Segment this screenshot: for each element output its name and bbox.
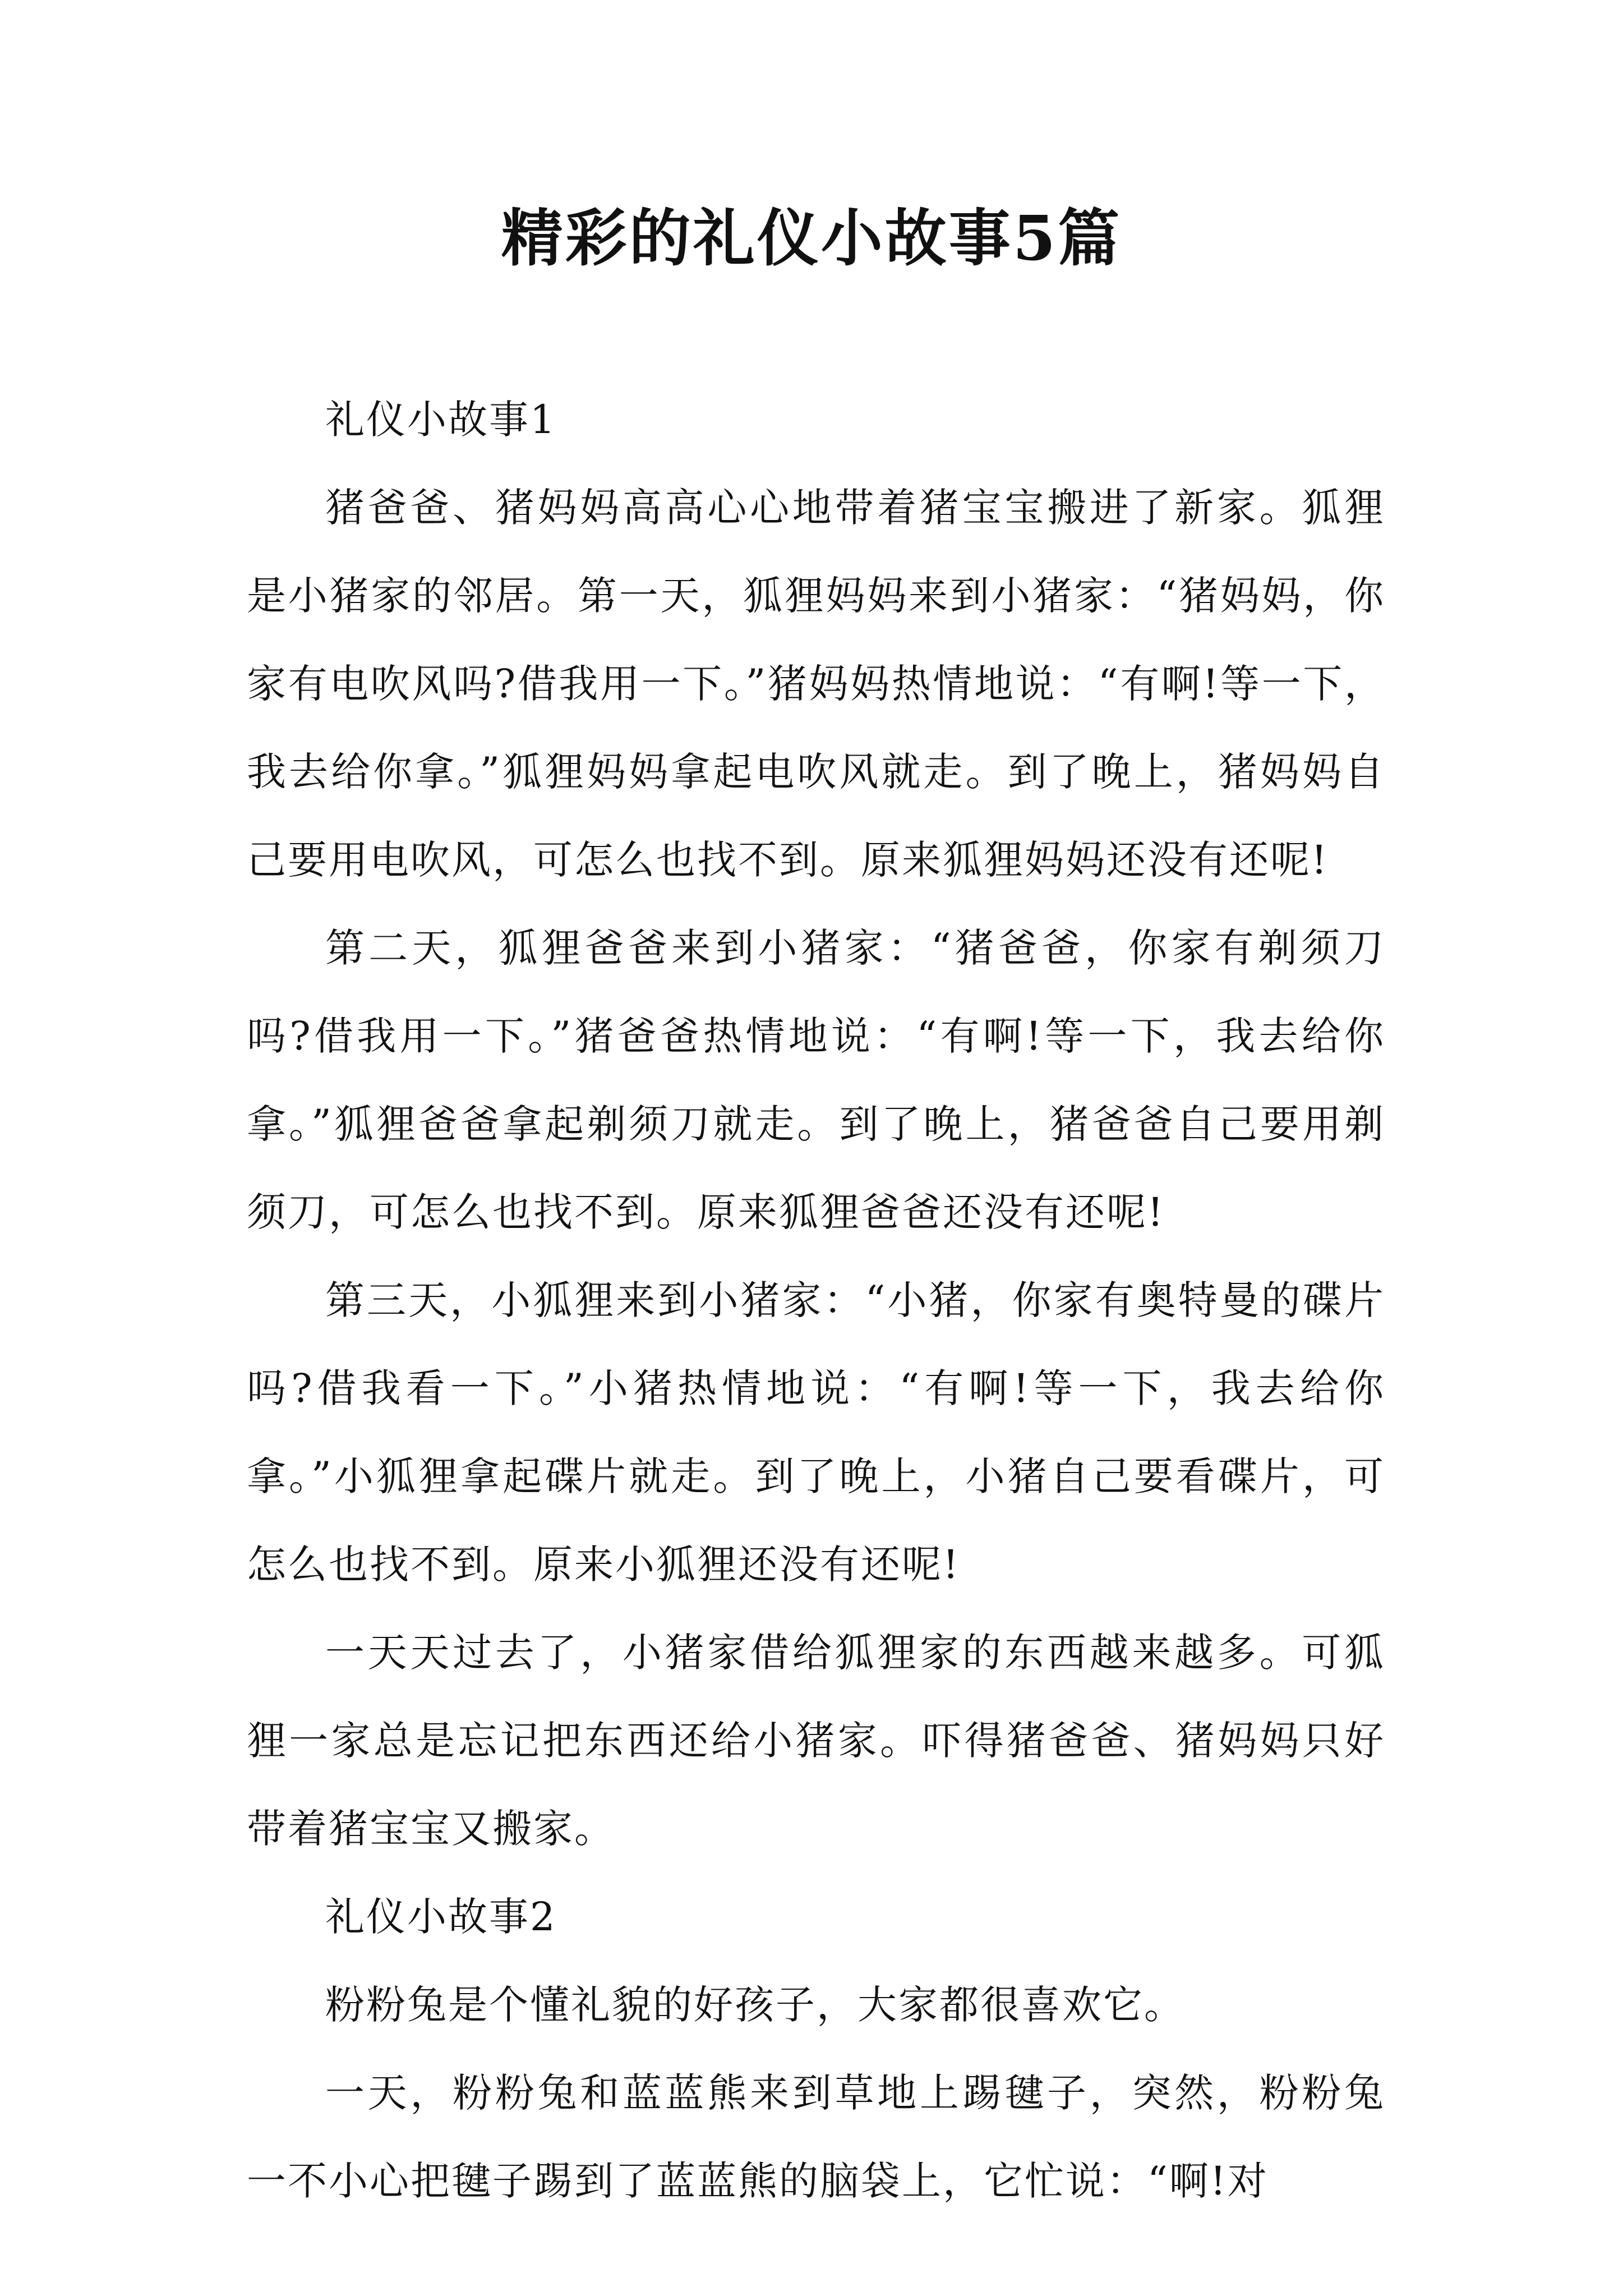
document-body	[247, 376, 1385, 2225]
paragraph: 猪爸爸、猪妈妈高高心心地带着猪宝宝搬进了新家。狐狸是小猪家的邻居。第一天，狐狸妈妈来到小猪家：“猪妈妈，你家有电吹风吗?借我用一下。”猪妈妈热情地说：“有啊!等一下，我去给你拿。”狐狸妈妈拿起电吹风就走。到了晚上，猪妈妈自己要用电吹风，可怎么也找不到。原来狐狸妈妈还没有还呢!	[247, 485, 1385, 883]
paragraph: 第二天，狐狸爸爸来到小猪家：“猪爸爸，你家有剃须刀吗?借我用一下。”猪爸爸热情地说：“有啊!等一下，我去给你拿。”狐狸爸爸拿起剃须刀就走。到了晚上，猪爸爸自己要用剃须刀，可怎么也找不到。原来狐狸爸爸还没有还呢!	[247, 925, 1385, 1235]
section-heading-story-1: 礼仪小故事1	[325, 397, 557, 443]
paragraph: 粉粉兔是个懂礼貌的好孩子，大家都很喜欢它。	[325, 1982, 1185, 2028]
section-heading-story-2: 礼仪小故事2	[325, 1894, 557, 1940]
paragraph: 一天，粉粉兔和蓝蓝熊来到草地上踢毽子，突然，粉粉兔一不小心把毽子踢到了蓝蓝熊的脑袋上，它忙说：“啊!对	[247, 2070, 1385, 2204]
paragraph: 第三天，小狐狸来到小猪家：“小猪，你家有奥特曼的碟片吗?借我看一下。”小猪热情地说：“有啊!等一下，我去给你拿。”小狐狸拿起碟片就走。到了晚上，小猪自己要看碟片，可怎么也找不到。原来小狐狸还没有还呢!	[247, 1277, 1385, 1588]
paragraph: 一天天过去了，小猪家借给狐狸家的东西越来越多。可狐狸一家总是忘记把东西还给小猪家。吓得猪爸爸、猪妈妈只好带着猪宝宝又搬家。	[247, 1630, 1385, 1852]
document-title: 精彩的礼仪小故事5篇	[501, 202, 1122, 274]
